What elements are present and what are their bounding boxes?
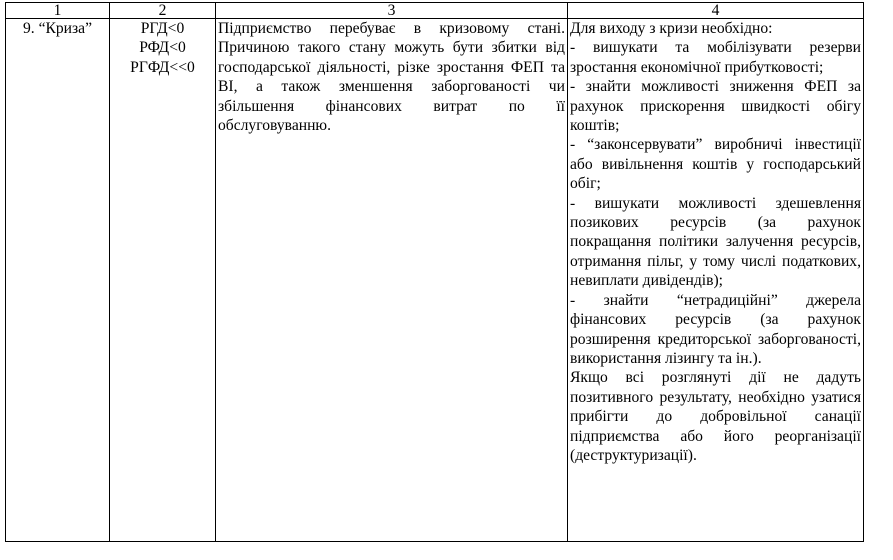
column-header-4: 4 <box>568 3 864 19</box>
indicator-rfd: РФД<0 <box>139 39 186 57</box>
stage-cell <box>6 19 110 542</box>
recommendation-item: - знайти “нетрадиційні” джерела фінансових ресурсів (за рахунок розширення кредиторської заборгованості, використання лізингу та ін.). <box>570 291 861 367</box>
column-header-2: 2 <box>110 3 216 19</box>
description-text: Підприємство перебуває в кризовому стані. Причиною такого стану можуть бути збитки від господарської діяльності, різке зростання ФЕП та ВІ, а також зменшення заборгованості чи збільшення фінансових витрат по її обслуговуванню. <box>218 20 565 135</box>
recommendation-item: - “законсервувати” виробничі інвестиції або вивільнення коштів у господарський обіг; <box>570 136 861 193</box>
recommendation-item: - вишукати можливості здешевлення позикових ресурсів (за рахунок покращання політики залучення ресурсів, отримання пільг, у тому числі податкових, невиплати дивідендів); <box>570 194 861 290</box>
description-cell <box>216 19 568 542</box>
document-table <box>5 2 864 542</box>
recommendation-item: - вишукати та мобілізувати резерви зростання економічної прибутковості; <box>570 39 861 76</box>
table-header-row <box>6 3 864 19</box>
recommendation-item: - знайти можливості зниження ФЕП за рахунок прискорення швидкості обігу коштів; <box>570 78 861 135</box>
recommendations-conclusion: Якщо всі розглянуті дії не дадуть позитивного результату, необхідно узатися прибігти до добровільної санації підприємства або його реорганізації (деструктуризації). <box>570 369 861 464</box>
recommendations-cell <box>568 19 864 542</box>
table-row <box>6 19 864 542</box>
indicator-rgfd: РГФД<<0 <box>130 58 195 76</box>
stage-label: 9. “Криза” <box>22 20 93 37</box>
recommendations-intro: Для виходу з кризи необхідно: <box>570 20 773 37</box>
column-header-3: 3 <box>216 3 568 19</box>
column-header-1: 1 <box>6 3 110 19</box>
indicator-rgd: РГД<0 <box>140 20 185 37</box>
indicators-cell <box>110 19 216 542</box>
